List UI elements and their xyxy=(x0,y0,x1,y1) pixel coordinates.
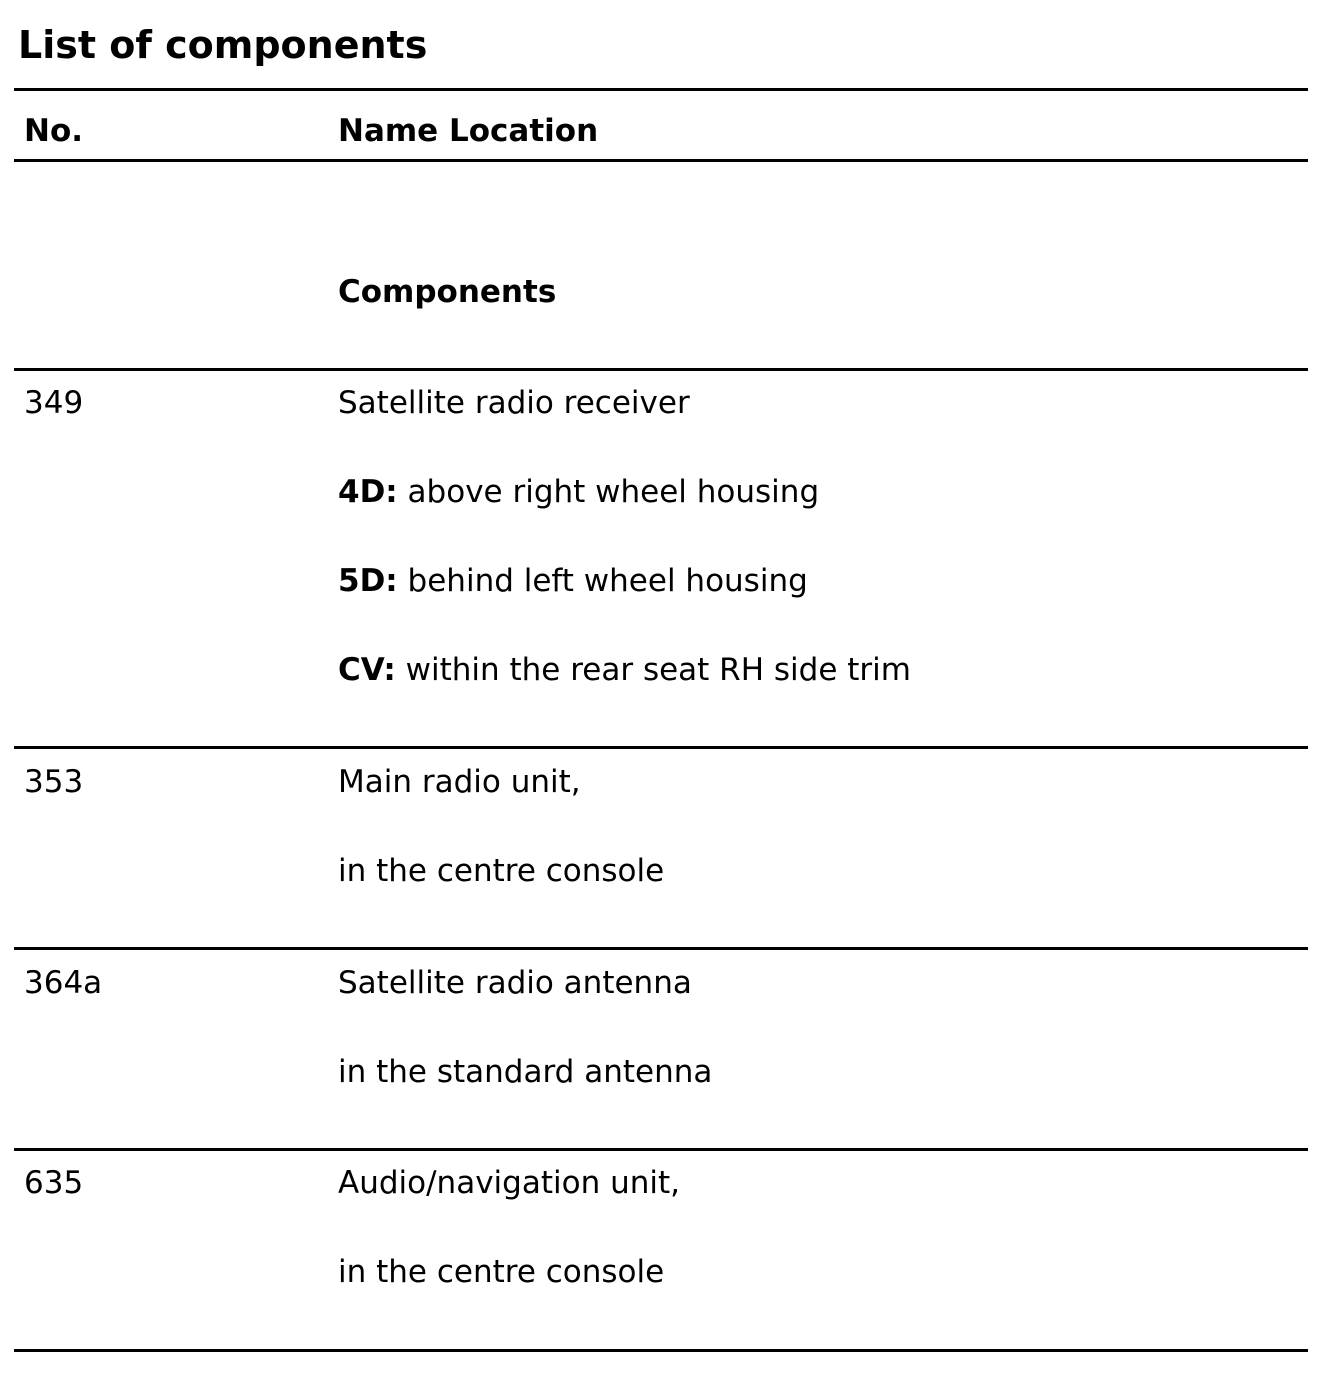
location-label-cv: CV: xyxy=(338,652,396,688)
row-349-location-4d xyxy=(338,471,819,513)
row-353-number: 353 xyxy=(24,764,84,800)
row-364a-number: 364a xyxy=(24,965,103,1001)
row-divider xyxy=(14,947,1308,950)
page-title: List of components xyxy=(18,23,428,67)
location-label-4d: 4D: xyxy=(338,474,398,510)
row-349-location-cv xyxy=(338,649,911,691)
location-text-4d: above right wheel housing xyxy=(397,474,820,510)
row-349-name: Satellite radio receiver xyxy=(338,385,690,421)
row-349-number: 349 xyxy=(24,385,84,421)
row-364a-name: Satellite radio antenna xyxy=(338,965,692,1001)
header-bottom-divider xyxy=(14,159,1308,162)
row-635-name: Audio/navigation unit, xyxy=(338,1165,680,1201)
row-divider xyxy=(14,1148,1308,1151)
section-heading: Components xyxy=(338,274,557,310)
table-bottom-divider xyxy=(14,1349,1308,1352)
row-divider xyxy=(14,368,1308,371)
location-text-5d: behind left wheel housing xyxy=(397,563,808,599)
row-364a-location: in the standard antenna xyxy=(338,1054,713,1090)
row-635-location: in the centre console xyxy=(338,1254,665,1290)
column-header-name-location: Name Location xyxy=(338,113,599,149)
row-divider xyxy=(14,746,1308,749)
row-635-number: 635 xyxy=(24,1165,84,1201)
row-353-location: in the centre console xyxy=(338,853,665,889)
row-353-name: Main radio unit, xyxy=(338,764,581,800)
location-label-5d: 5D: xyxy=(338,563,398,599)
header-top-divider xyxy=(14,88,1308,91)
location-text-cv: within the rear seat RH side trim xyxy=(395,652,911,688)
column-header-no: No. xyxy=(24,113,84,149)
row-349-location-5d xyxy=(338,560,808,602)
